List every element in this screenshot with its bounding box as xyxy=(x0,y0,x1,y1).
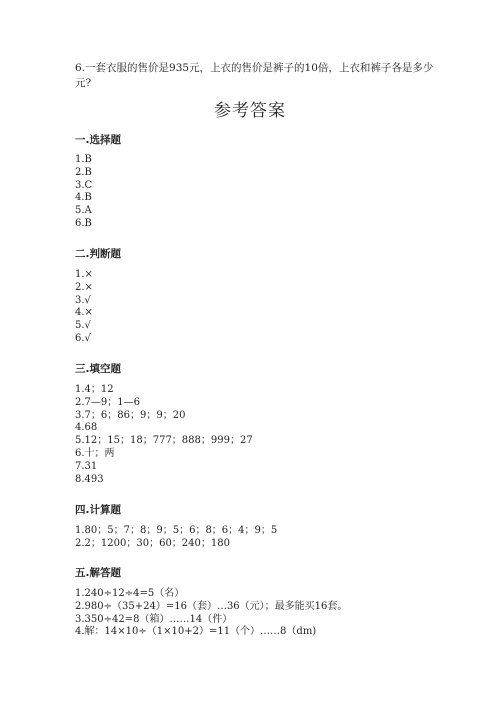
list-item: 1.B xyxy=(75,154,92,165)
section-list-calc xyxy=(75,525,277,551)
list-item: 3.√ xyxy=(75,294,91,306)
list-item: 4.解：14×10÷（1×10+2）=11（个）……8（dm) xyxy=(75,626,317,638)
list-item: 2.980÷（35+24）=16（套）…36（元）；最多能买16套。 xyxy=(75,600,348,612)
list-item: 2.7—9；1—6 xyxy=(75,396,140,408)
section-list-solve xyxy=(75,588,347,639)
list-item: 7.31 xyxy=(75,460,98,472)
section-list-fill xyxy=(75,384,253,486)
section-title-choice: 一.选择题 xyxy=(75,134,121,146)
section-title-solve: 五.解答题 xyxy=(75,567,121,579)
list-item: 3.C xyxy=(75,179,93,191)
list-item: 1.80；5；7；8；9；5；6；8；6；4；9；5 xyxy=(75,525,278,536)
list-item: 6.√ xyxy=(75,332,91,344)
list-item: 5.12；15；18；777；888；999；27 xyxy=(75,435,253,447)
section-list-choice xyxy=(75,154,92,231)
list-item: 1.4；12 xyxy=(75,384,114,395)
list-item: 2.× xyxy=(75,281,93,293)
list-item: 5.A xyxy=(75,205,92,217)
list-item: 4.× xyxy=(75,307,93,319)
list-item: 8.493 xyxy=(75,473,104,485)
list-item: 6.十；两 xyxy=(75,447,115,459)
question-6: 6.一套衣服的售价是935元，上衣的售价是裤子的10倍，上衣和裤子各是多少元? xyxy=(75,62,434,89)
list-item: 5.√ xyxy=(75,320,91,332)
list-item: 2.2；1200；30；60；240；180 xyxy=(75,537,230,549)
list-item: 1.240÷12÷4=5（名） xyxy=(75,588,185,599)
section-title-calc: 四.计算题 xyxy=(75,504,121,516)
section-list-judge xyxy=(75,269,93,346)
list-item: 4.B xyxy=(75,192,92,204)
answer-title: 参考答案 xyxy=(214,101,286,121)
list-item: 3.350÷42=8（箱）……14（件） xyxy=(75,613,233,625)
list-item: 6.B xyxy=(75,217,92,229)
list-item: 1.× xyxy=(75,269,93,280)
list-item: 3.7；6；86；9；9；20 xyxy=(75,409,186,421)
section-title-fill: 三.填空题 xyxy=(75,363,121,375)
list-item: 4.68 xyxy=(75,422,98,434)
list-item: 2.B xyxy=(75,166,92,178)
section-title-judge: 二.判断题 xyxy=(75,248,121,260)
